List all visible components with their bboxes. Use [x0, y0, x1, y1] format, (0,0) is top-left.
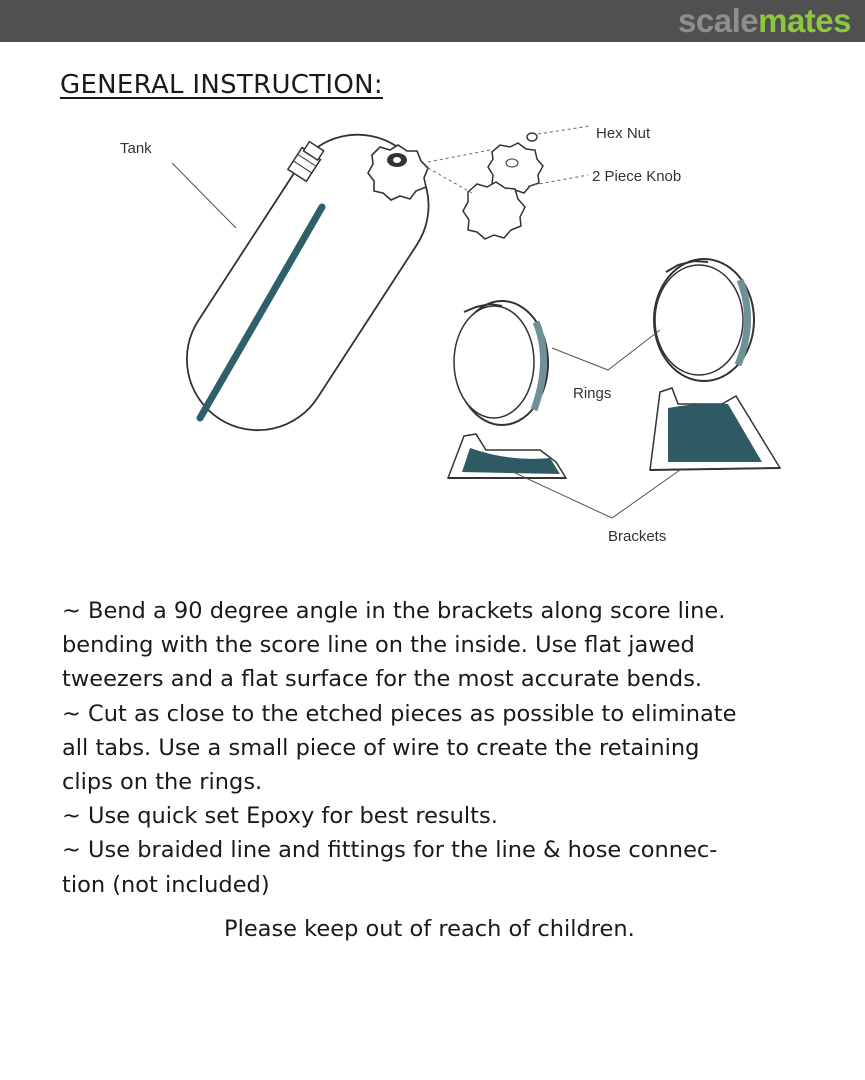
instructions-text	[62, 594, 852, 902]
scalemates-logo[interactable]	[678, 2, 851, 40]
tank-leader-line	[172, 163, 236, 228]
instruction-line: tion (not included)	[62, 871, 270, 898]
bracket-left	[448, 434, 566, 478]
page-title: GENERAL INSTRUCTION:	[60, 70, 383, 100]
rings-label: Rings	[573, 385, 612, 402]
hex-nut-label: Hex Nut	[596, 125, 651, 142]
knob-assembly-dash-1	[428, 150, 490, 162]
bracket-right	[650, 388, 780, 470]
hex-nut-piece	[527, 133, 537, 141]
instruction-line: ~ Use braided line and fittings for the line & hose connec-	[62, 837, 718, 864]
logo-text-mates: mates	[758, 2, 851, 39]
knob-assembly-dash-2	[428, 168, 472, 193]
logo-text-scale: scale	[678, 2, 759, 39]
site-header-bar	[0, 0, 865, 42]
instruction-line: all tabs. Use a small piece of wire to create the retaining	[62, 734, 700, 761]
ring-left	[454, 301, 548, 425]
ring-right	[654, 259, 754, 381]
brackets-label: Brackets	[608, 528, 667, 545]
parts-diagram	[0, 110, 865, 570]
hex-nut-leader-line	[538, 126, 590, 134]
instruction-line: clips on the rings.	[62, 768, 263, 795]
instruction-line: ~ Use quick set Epoxy for best results.	[62, 803, 498, 830]
instruction-line: ~ Cut as close to the etched pieces as possible to eliminate	[62, 700, 737, 727]
instruction-line: ~ Bend a 90 degree angle in the brackets along score line.	[62, 598, 726, 624]
instruction-line: tweezers and a flat surface for the most accurate bends.	[62, 666, 703, 693]
safety-note: Please keep out of reach of children.	[224, 916, 635, 942]
instruction-line: bending with the score line on the inside. Use flat jawed	[62, 632, 695, 659]
knob-gear-large	[368, 145, 428, 200]
rings-leader-line	[552, 330, 660, 370]
knob-gear-lower	[463, 182, 525, 239]
knob-label: 2 Piece Knob	[592, 168, 682, 185]
tank-label: Tank	[120, 140, 152, 157]
